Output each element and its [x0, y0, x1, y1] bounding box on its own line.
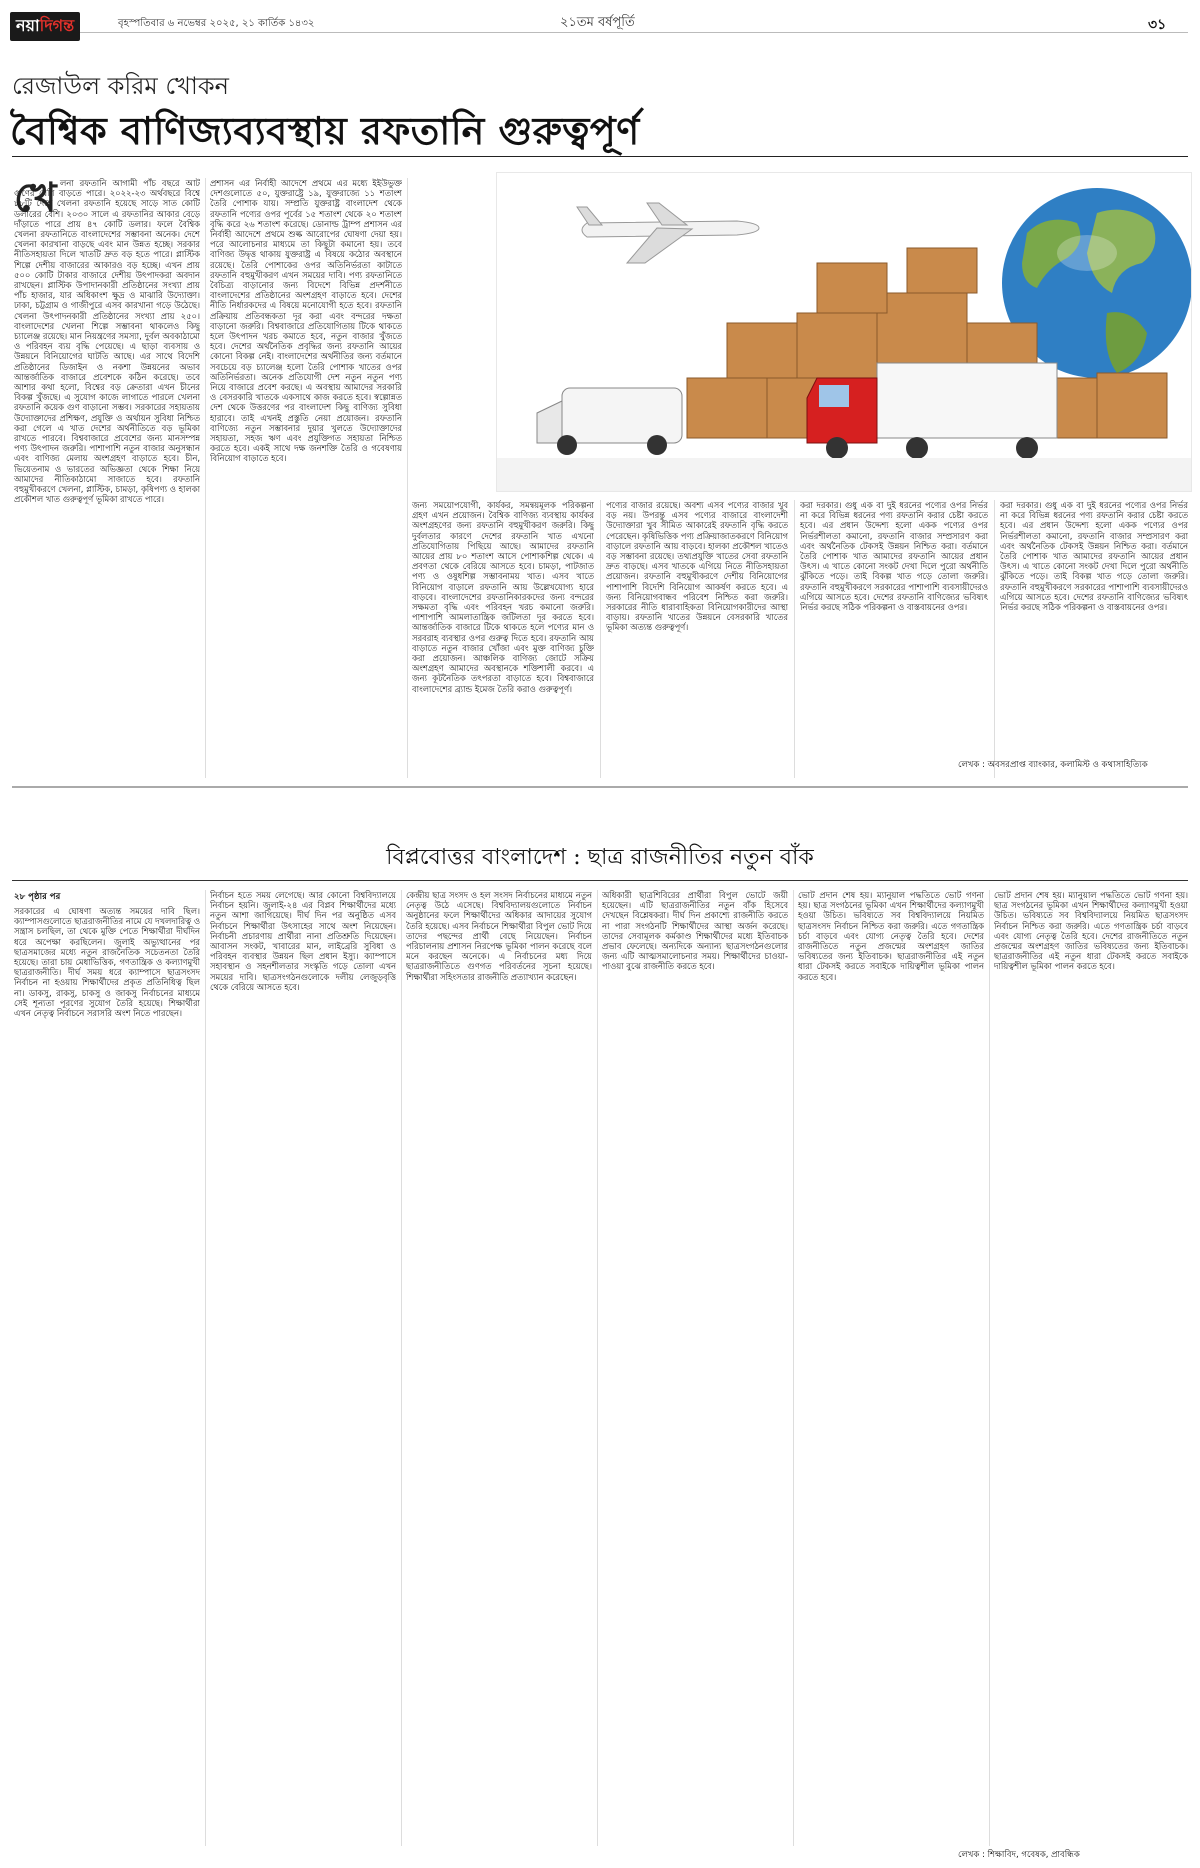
- headline-rule: [12, 156, 1188, 157]
- article2-col2: নির্বাচন হতে সময় লেগেছে। আর কোনো বিশ্ববিদ্যালয়ে নির্বাচন হয়নি। জুলাই-২৪ এর বিপ্লব শিক্ষার্থীদের মধ্যে নতুন আশা জাগিয়েছে। দীর্ঘ দিন পর অনুষ্ঠিত এসব নির্বাচনে শিক্ষার্থীরা উৎসাহের সাথে অংশ নিয়েছেন। নির্বাচনী প্রচারণায় প্রার্থীরা নানা প্রতিশ্রুতি দিয়েছেন। আবাসন সংকট, খাবারের মান, লাইব্রেরি সুবিধা ও পরিবহন ব্যবস্থার উন্নয়ন ছিল প্রধান ইস্যু। ক্যাম্পাসে সহাবস্থান ও সহনশীলতার সংস্কৃতি গড়ে তোলা এখন সময়ের দাবি। ছাত্রসংগঠনগুলোকে দলীয় লেজুড়বৃত্তি থেকে বেরিয়ে আসতে হবে।: [210, 890, 396, 992]
- continued-from-label: ২৮ পৃষ্ঠার পর: [14, 892, 61, 902]
- logo-main: নয়া: [16, 16, 40, 35]
- newspaper-logo: [10, 12, 80, 41]
- page-number: ৩১: [1148, 17, 1167, 33]
- article1-dropcap: খে: [14, 174, 57, 221]
- column-divider: [205, 178, 206, 778]
- article1-col6: করা দরকার। গুধু এক বা দুই ধরনের পণ্যের ওপর নির্ভর না করে বিভিন্ন ধরনের পণ্য রফতানি করার চেষ্টা করতে হবে। এর প্রধান উদ্দেশ্য হলো একক পণ্যের ওপর নির্ভরশীলতা কমানো, রফতানি বাজার সম্প্রসারণ করা এবং অর্থনৈতিক টেকসই উন্নয়ন নিশ্চিত করা। বর্তমানে তৈরি পোশাক খাত আমাদের রফতানি আয়ের প্রধান উৎস। এ খাতে কোনো সংকট দেখা দিলে পুরো অর্থনীতি ঝুঁকিতে পড়ে। তাই বিকল্প খাত গড়ে তোলা জরুরি। রফতানি বহুমুখীকরণে সরকারের পাশাপাশি ব্যবসায়ীদেরও এগিয়ে আসতে হবে। দেশের রফতানি বাণিজ্যের ভবিষ্যৎ নির্ভর করছে সঠিক পরিকল্পনা ও বাস্তবায়নের ওপর।: [1000, 500, 1188, 613]
- article1-col5: করা দরকার। গুধু এক বা দুই ধরনের পণ্যের ওপর নির্ভর না করে বিভিন্ন ধরনের পণ্য রফতানি করার চেষ্টা করতে হবে। এর প্রধান উদ্দেশ্য হলো একক পণ্যের ওপর নির্ভরশীলতা কমানো, রফতানি বাজার সম্প্রসারণ করা এবং অর্থনৈতিক টেকসই উন্নয়ন নিশ্চিত করা। বর্তমানে তৈরি পোশাক খাত আমাদের রফতানি আয়ের প্রধান উৎস। এ খাতে কোনো সংকট দেখা দিলে পুরো অর্থনীতি ঝুঁকিতে পড়ে। তাই বিকল্প খাত গড়ে তোলা জরুরি। রফতানি বহুমুখীকরণে সরকারের পাশাপাশি ব্যবসায়ীদেরও এগিয়ে আসতে হবে। দেশের রফতানি বাণিজ্যের ভবিষ্যৎ নির্ভর করছে সঠিক পরিকল্পনা ও বাস্তবায়নের ওপর।: [800, 500, 988, 613]
- headline-rule: [12, 880, 1188, 881]
- article1-col3: জন্য সময়োপযোগী, কার্যকর, সমন্বয়মূলক পরিকল্পনা গ্রহণ এখন প্রয়োজন। বৈশ্বিক বাণিজ্য ব্যবস্থায় কার্যকর অংশগ্রহণের জন্য রফতানি বহুমুখীকরণ জরুরি। কিছু দুর্বলতার কারণে দেশের রফতানি খাত এখনো প্রতিযোগিতায় পিছিয়ে আছে। আমাদের রফতানি আয়ের প্রায় ৮০ শতাংশ আসে পোশাকশিল্প থেকে। এ প্রবণতা থেকে বেরিয়ে আসতে হবে। চামড়া, পাটজাত পণ্য ও ওষুধশিল্প সম্ভাবনাময় খাত। এসব খাতে বিনিয়োগ বাড়ালে রফতানি আয় উল্লেখযোগ্য হারে বাড়বে। বাংলাদেশের রফতানিকারকদের জন্য বন্দরের সক্ষমতা বৃদ্ধি এবং পরিবহন খরচ কমানো জরুরি। পাশাপাশি আমলাতান্ত্রিক জটিলতা দূর করতে হবে। আন্তর্জাতিক বাজারে টিকে থাকতে হলে পণ্যের মান ও সরবরাহ ব্যবস্থার ওপর গুরুত্ব দিতে হবে। রফতানি আয় বাড়াতে নতুন বাজার খোঁজা এবং মুক্ত বাণিজ্য চুক্তি করা প্রয়োজন। আঞ্চলিক বাণিজ্য জোটে সক্রিয় অংশগ্রহণ আমাদের অবস্থানকে শক্তিশালী করবে। এ জন্য কূটনৈতিক তৎপরতা বাড়াতে হবে। বিশ্ববাজারে বাংলাদেশের ব্র্যান্ড ইমেজ তৈরি করাও গুরুত্বপূর্ণ।: [412, 500, 594, 694]
- van-icon: [537, 388, 682, 455]
- airplane-icon: [577, 203, 759, 263]
- column-divider: [205, 890, 206, 1846]
- article2-col6: ভোট প্রদান শেষ হয়। ম্যানুয়াল পদ্ধতিতে ভোট গণনা হয়। ছাত্র সংগঠনের ভূমিকা এখন শিক্ষার্থীদের কল্যাণমুখী হওয়া উচিত। ভবিষ্যতে সব বিশ্ববিদ্যালয়ে নিয়মিত ছাত্রসংসদ নির্বাচন নিশ্চিত করা জরুরি। এতে গণতান্ত্রিক চর্চা বাড়বে এবং যোগ্য নেতৃত্ব তৈরি হবে। দেশের রাজনীতিতে নতুন প্রজন্মের অংশগ্রহণ জাতির ভবিষ্যতের জন্য ইতিবাচক। ছাত্ররাজনীতির এই নতুন ধারা টেকসই করতে সবাইকে দায়িত্বশীল ভূমিকা পালন করতে হবে।: [994, 890, 1188, 972]
- column-divider: [794, 500, 795, 778]
- column-divider: [597, 890, 598, 1846]
- column-divider: [600, 500, 601, 778]
- article1-col1: লনা রফতানি আগামী পাঁচ বছরে আট গুণের বেশি বাড়তে পারে। ২০২২-২৩ অর্থবছরে বিশ্বে ৮৮টি দেশে খেলনা রফতানি হয়েছে সাড়ে সাত কোটি ডলারের বেশি। ২০৩০ সালে এ রফতানির আকার বেড়ে দাঁড়াতে পারে প্রায় ৪৭ কোটি ডলার। ফলে বৈশ্বিক খেলনা রফতানিতে বাংলাদেশের সম্ভাবনা অনেক। দেশে খেলনা কারখানা বাড়ছে এবং মান উন্নত হচ্ছে। সরকার নীতিসহায়তা দিলে খাতটি দ্রুত বড় হতে পারে। প্লাস্টিক শিল্পে দেশীয় বাজারের আকারও বড় হচ্ছে। এখন প্রায় ৫০০ কোটি টাকার বাজারে দেশীয় উৎপাদকরা অবদান রাখছেন। প্লাস্টিক উপাদানকারী প্রতিষ্ঠানের সংখ্যা প্রায় পাঁচ হাজার, যার অধিকাংশ ক্ষুদ্র ও মাঝারি উদ্যোক্তা। ঢাকা, চট্টগ্রাম ও গাজীপুরে এসব কারখানা গড়ে উঠেছে। খেলনা উৎপাদনকারী প্রতিষ্ঠানের সংখ্যা প্রায় ২৫০। বাংলাদেশের খেলনা শিল্পে সম্ভাবনা থাকলেও কিছু চ্যালেঞ্জ রয়েছে। মান নিয়ন্ত্রণের সমস্যা, দুর্বল অবকাঠামো ও পরিবহন ব্যয় বৃদ্ধি পেয়েছে। এ ছাড়া ব্যবসায় ও উন্নয়নে বিনিয়োগের ঘাটতি আছে। এর সাথে বিদেশি প্রতিষ্ঠানের ডিজাইন ও নকশা উন্নয়নের অভাব আন্তর্জাতিক বাজারে প্রবেশকে কঠিন করেছে। তবে আশার কথা হলো, বিশ্বের বড় ক্রেতারা এখন চীনের বিকল্প খুঁজছে। এ সুযোগ কাজে লাগাতে পারলে খেলনা রফতানি কয়েক গুণ বাড়ানো সম্ভব। সরকারের সহায়তায় উদ্যোক্তাদের প্রশিক্ষণ, প্রযুক্তি ও অর্থায়ন সুবিধা নিশ্চিত করা গেলে এ খাত দেশের অর্থনীতিতে বড় ভূমিকা রাখতে পারবে। বিশ্ববাজারে প্রবেশের জন্য মানসম্পন্ন পণ্য উৎপাদন জরুরি। পাশাপাশি নতুন বাজার অনুসন্ধান এবং বাণিজ্য মেলায় অংশগ্রহণ বাড়াতে হবে। চীন, ভিয়েতনাম ও ভারতের অভিজ্ঞতা থেকে শিক্ষা নিয়ে আমাদের নীতিকাঠামো সাজাতে হবে। রফতানি বহুমুখীকরণে খেলনা, প্লাস্টিক, চামড়া, কৃষিপণ্য ও হালকা প্রকৌশল খাত গুরুত্বপূর্ণ ভূমিকা রাখতে পারে।: [14, 178, 200, 505]
- column-divider: [407, 178, 408, 778]
- article2-col4: অধিকারী ছাত্রশিবিরের প্রার্থীরা বিপুল ভোটে জয়ী হয়েছেন। এটি ছাত্ররাজনীতির নতুন বাঁক হিসেবে দেখছেন বিশ্লেষকরা। দীর্ঘ দিন প্রকাশ্যে রাজনীতি করতে না পারা সংগঠনটি শিক্ষার্থীদের আস্থা অর্জন করেছে। তাদের সেবামূলক কর্মকাণ্ড শিক্ষার্থীদের মধ্যে ইতিবাচক প্রভাব ফেলেছে। অন্যদিকে অন্যান্য ছাত্রসংগঠনগুলোর জন্য এটি আত্মসমালোচনার সময়। শিক্ষার্থীদের চাওয়া-পাওয়া বুঝে রাজনীতি করতে হবে।: [602, 890, 788, 972]
- edition-label: ২১তম বর্ষপূর্তি: [560, 15, 635, 30]
- column-divider: [994, 500, 995, 778]
- article1-author: রেজাউল করিম খোকন: [12, 72, 229, 100]
- column-divider: [401, 890, 402, 1846]
- article2-author-note: লেখক : শিক্ষাবিদ, গবেষক, প্রাবন্ধিক: [958, 1850, 1080, 1860]
- trade-illustration: [496, 172, 1192, 492]
- article1-headline: বৈশ্বিক বাণিজ্যব্যবস্থায় রফতানি গুরুত্বপূর্ণ: [10, 108, 640, 153]
- column-divider: [793, 890, 794, 1846]
- article2-col5: ভোট প্রদান শেষ হয়। ম্যানুয়াল পদ্ধতিতে ভোট গণনা হয়। ছাত্র সংগঠনের ভূমিকা এখন শিক্ষার্থীদের কল্যাণমুখী হওয়া উচিত। ভবিষ্যতে সব বিশ্ববিদ্যালয়ে নিয়মিত ছাত্রসংসদ নির্বাচন নিশ্চিত করা জরুরি। এতে গণতান্ত্রিক চর্চা বাড়বে এবং যোগ্য নেতৃত্ব তৈরি হবে। দেশের রাজনীতিতে নতুন প্রজন্মের অংশগ্রহণ জাতির ভবিষ্যতের জন্য ইতিবাচক। ছাত্ররাজনীতির এই নতুন ধারা টেকসই করতে সবাইকে দায়িত্বশীল ভূমিকা পালন করতে হবে।: [798, 890, 984, 982]
- logo-accent: দিগন্ত: [39, 16, 75, 35]
- article2-col3: কেন্দ্রীয় ছাত্র সংসদ ও হল সংসদ নির্বাচনের মাধ্যমে নতুন নেতৃত্ব উঠে এসেছে। বিশ্ববিদ্যালয়গুলোতে নির্বাচন অনুষ্ঠানের ফলে শিক্ষার্থীদের অধিকার আদায়ের সুযোগ তৈরি হয়েছে। এসব নির্বাচনে শিক্ষার্থীরা বিপুল ভোট দিয়ে তাদের পছন্দের প্রার্থী বেছে নিয়েছেন। নির্বাচন পরিচালনায় প্রশাসন নিরপেক্ষ ভূমিকা পালন করেছে বলে মনে করছেন অনেকে। এ নির্বাচনের মধ্য দিয়ে ছাত্ররাজনীতিতে গুণগত পরিবর্তনের সূচনা হয়েছে। শিক্ষার্থীরা সহিংসতার রাজনীতি প্রত্যাখ্যান করেছেন।: [406, 890, 592, 982]
- article1-col2: প্রশাসন এর নির্বাহী আদেশে প্রথমে এর মধ্যে ইইউভুক্ত দেশগুলোতে ৫০, যুক্তরাষ্ট্রে ১৯, যুক্তরাজ্যে ১১ শতাংশ তৈরি পোশাক যায়। সম্প্রতি যুক্তরাষ্ট্র বাংলাদেশ থেকে রফতানি পণ্যের ওপর পূর্বের ১৫ শতাংশ থেকে ২০ শতাংশ বৃদ্ধি করে ২৬ শতাংশ করেছে। ডোনাল্ড ট্রাম্প প্রশাসন এর নির্বাহী আদেশে প্রথমে শুল্ক আরোপের ঘোষণা দেয়া হয়। পরে আলোচনার মাধ্যমে তা কিছুটা কমানো হয়। তবে বাণিজ্য উদ্বৃত্ত থাকায় যুক্তরাষ্ট্র এ বিষয়ে কঠোর অবস্থানে রয়েছে। তৈরি পোশাকের ওপর অতিনির্ভরতা কাটাতে রফতানি বহুমুখীকরণ এখন সময়ের দাবি। পণ্য রফতানিতে বৈচিত্র্য বাড়ানোর জন্য বিদেশে বিভিন্ন প্রদর্শনীতে বাংলাদেশের প্রতিষ্ঠানের অংশগ্রহণ বাড়াতে হবে। দেশের নীতি নির্ধারকদের এ বিষয়ে মনোযোগী হতে হবে। রফতানি প্রক্রিয়ায় প্রতিবন্ধকতা দূর করা এবং বন্দরের দক্ষতা বাড়ানো জরুরি। বিশ্ববাজারে প্রতিযোগিতায় টিকে থাকতে হলে উৎপাদন খরচ কমাতে হবে, নতুন বাজার খুঁজতে হবে। দেশের অর্থনৈতিক প্রবৃদ্ধির জন্য রফতানি আয়ের কোনো বিকল্প নেই। বাংলাদেশের অর্থনীতির জন্য বর্তমানে সবচেয়ে বড় চ্যালেঞ্জ হলো তৈরি পোশাক খাতের ওপর অতিনির্ভরতা। অনেক প্রতিযোগী দেশ নতুন নতুন পণ্য নিয়ে বাজারে প্রবেশ করছে। এ অবস্থায় আমাদের সরকারি ও বেসরকারি খাতকে একসাথে কাজ করতে হবে। স্বল্পোন্নত দেশ থেকে উত্তরণের পর বাংলাদেশ কিছু বাণিজ্য সুবিধা হারাবে। তাই এখনই প্রস্তুতি নেয়া প্রয়োজন। রফতানি বাণিজ্যে নতুন সম্ভাবনার দুয়ার খুলতে উদ্যোক্তাদের সহায়তা, সহজ ঋণ এবং প্রযুক্তিগত সহায়তা নিশ্চিত করতে হবে। একই সাথে দক্ষ জনশক্তি তৈরি ও গবেষণায় বিনিয়োগ বাড়াতে হবে।: [210, 178, 402, 464]
- article2-headline: বিপ্লবোত্তর বাংলাদেশ : ছাত্র রাজনীতির নতুন বাঁক: [386, 845, 814, 870]
- column-divider: [989, 890, 990, 1846]
- article1-author-note: লেখক : অবসরপ্রাপ্ত ব্যাংকার, কলামিস্ট ও কথাসাহিত্যিক: [958, 760, 1148, 770]
- article2-col1: সরকারের এ ঘোষণা অত্যন্ত সময়ের দাবি ছিল। ক্যাম্পাসগুলোতে ছাত্ররাজনীতির নামে যে দখলদারিত্ব ও সন্ত্রাস চলছিল, তা থেকে মুক্তি পেতে শিক্ষার্থীরা দীর্ঘদিন ধরে অপেক্ষা করছিলেন। জুলাই অভ্যুত্থানের পর ছাত্রসমাজের মধ্যে নতুন রাজনৈতিক সচেতনতা তৈরি হয়েছে। তারা চায় মেধাভিত্তিক, গণতান্ত্রিক ও কল্যাণমুখী ছাত্ররাজনীতি। দীর্ঘ সময় ধরে ক্যাম্পাসে ছাত্রসংসদ নির্বাচন না হওয়ায় শিক্ষার্থীদের প্রকৃত প্রতিনিধিত্ব ছিল না। ডাকসু, রাকসু, চাকসু ও জাকসু নির্বাচনের মাধ্যমে সেই শূন্যতা পূরণের সুযোগ তৈরি হয়েছে। শিক্ষার্থীরা এখন নেতৃত্ব নির্বাচনে সরাসরি অংশ নিতে পারছেন।: [14, 906, 200, 1019]
- article1-col4: পণ্যের বাজার রয়েছে। অবশ্য এসব পণ্যের বাজার খুব বড় নয়। উপরন্তু এসব পণ্যের বাজারে বাংলাদেশী উদ্যোক্তারা খুব সীমিত আকারেই রফতানি বৃদ্ধি করতে পেরেছেন। কৃষিভিত্তিক পণ্য প্রক্রিয়াজাতকরণে বিনিয়োগ বাড়ালে রফতানি আয় বাড়বে। হালকা প্রকৌশল খাতেও বড় সম্ভাবনা রয়েছে। তথ্যপ্রযুক্তি খাতের সেবা রফতানি দ্রুত বাড়ছে। এসব খাতকে এগিয়ে নিতে নীতিসহায়তা প্রয়োজন। রফতানি বহুমুখীকরণে দেশীয় বিনিয়োগের পাশাপাশি বিদেশি বিনিয়োগ আকর্ষণ করতে হবে। এ জন্য বিনিয়োগবান্ধব পরিবেশ নিশ্চিত করা জরুরি। সরকারের নীতি ধারাবাহিকতা বিনিয়োগকারীদের আস্থা বাড়ায়। রফতানি খাতের উন্নয়নে বেসরকারি খাতের ভূমিকা অত্যন্ত গুরুত্বপূর্ণ।: [606, 500, 788, 633]
- article-separator: [12, 786, 1188, 788]
- illustration-svg: [497, 173, 1191, 491]
- dateline: বৃহস্পতিবার ৬ নভেম্বর ২০২৫, ২১ কার্তিক ১৪৩২: [118, 18, 315, 29]
